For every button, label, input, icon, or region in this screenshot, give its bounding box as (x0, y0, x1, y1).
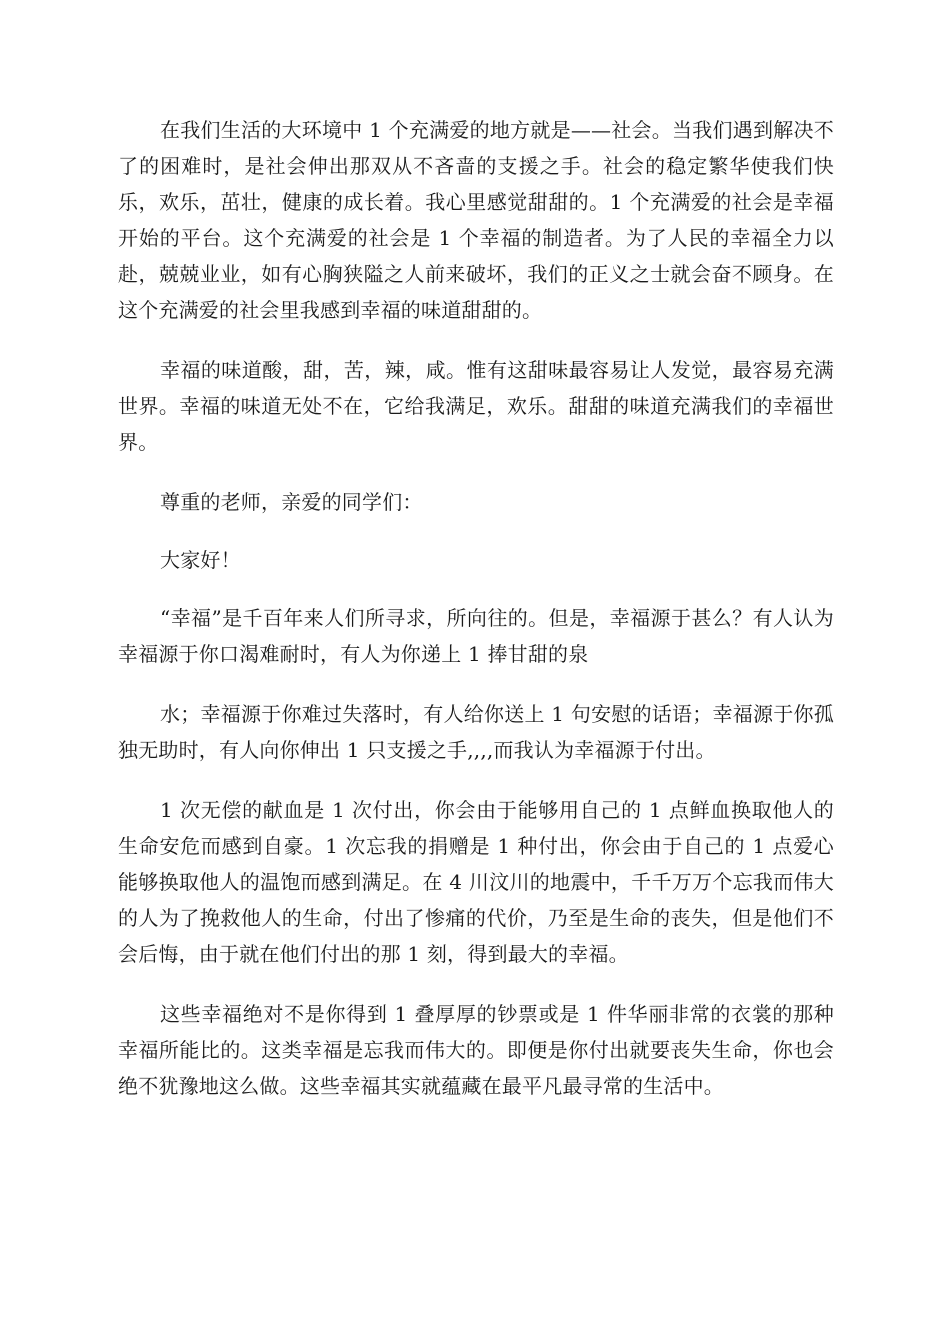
paragraph-greeting: 大家好！ (160, 548, 241, 572)
paragraph-selfless-happiness: 这些幸福绝对不是你得到 1 叠厚厚的钞票或是 1 件华丽非常的衣裳的那种幸福所能比的。这类幸福是忘我而伟大的。即便是你付出就要丧失生命，你也会绝不犹豫地这么做。这些幸福其实就蕴藏在最平凡最寻常的生活中。 (118, 1002, 834, 1098)
paragraph-society-love: 在我们生活的大环境中 1 个充满爱的地方就是——社会。当我们遇到解决不了的困难时，是社会伸出那双从不吝啬的支援之手。社会的稳定繁华使我们快乐，欢乐，茁壮，健康的成长着。我心里感觉甜甜的。1 个充满爱的社会是幸福开始的平台。这个充满爱的社会是 1 个幸福的制造者。为了人民的幸福全力以赴，兢兢业业，如有心胸狭隘之人前来破坏，我们的正义之士就会奋不顾身。在这个充满爱的社会里我感到幸福的味道甜甜的。 (118, 118, 834, 322)
paragraph-salutation: 尊重的老师，亲爱的同学们： (160, 490, 423, 514)
paragraph-happiness-from-giving: 水；幸福源于你难过失落时，有人给你送上 1 句安慰的话语；幸福源于你孤独无助时，有人向你伸出 1 只支援之手,,,,而我认为幸福源于付出。 (118, 702, 834, 762)
paragraph-examples-of-giving: 1 次无偿的献血是 1 次付出，你会由于能够用自己的 1 点鲜血换取他人的生命安危而感到自豪。1 次忘我的捐赠是 1 种付出，你会由于自己的 1 点爱心能够换取他人的温饱而感到满足。在 4 川汶川的地震中，千千万万个忘我而伟大的人为了挽救他人的生命，付出了惨痛的代价，乃至是生命的丧失，但是他们不会后悔，由于就在他们付出的那 1 刻，得到最大的幸福。 (118, 798, 834, 966)
paragraph-taste-of-happiness: 幸福的味道酸，甜，苦，辣，咸。惟有这甜味最容易让人发觉，最容易充满世界。幸福的味道无处不在，它给我满足，欢乐。甜甜的味道充满我们的幸福世界。 (118, 358, 834, 454)
document-body (118, 112, 834, 1128)
paragraph-source-of-happiness: “幸福”是千百年来人们所寻求，所向往的。但是，幸福源于甚么？有人认为幸福源于你口渴难耐时，有人为你递上 1 捧甘甜的泉 (118, 606, 834, 666)
